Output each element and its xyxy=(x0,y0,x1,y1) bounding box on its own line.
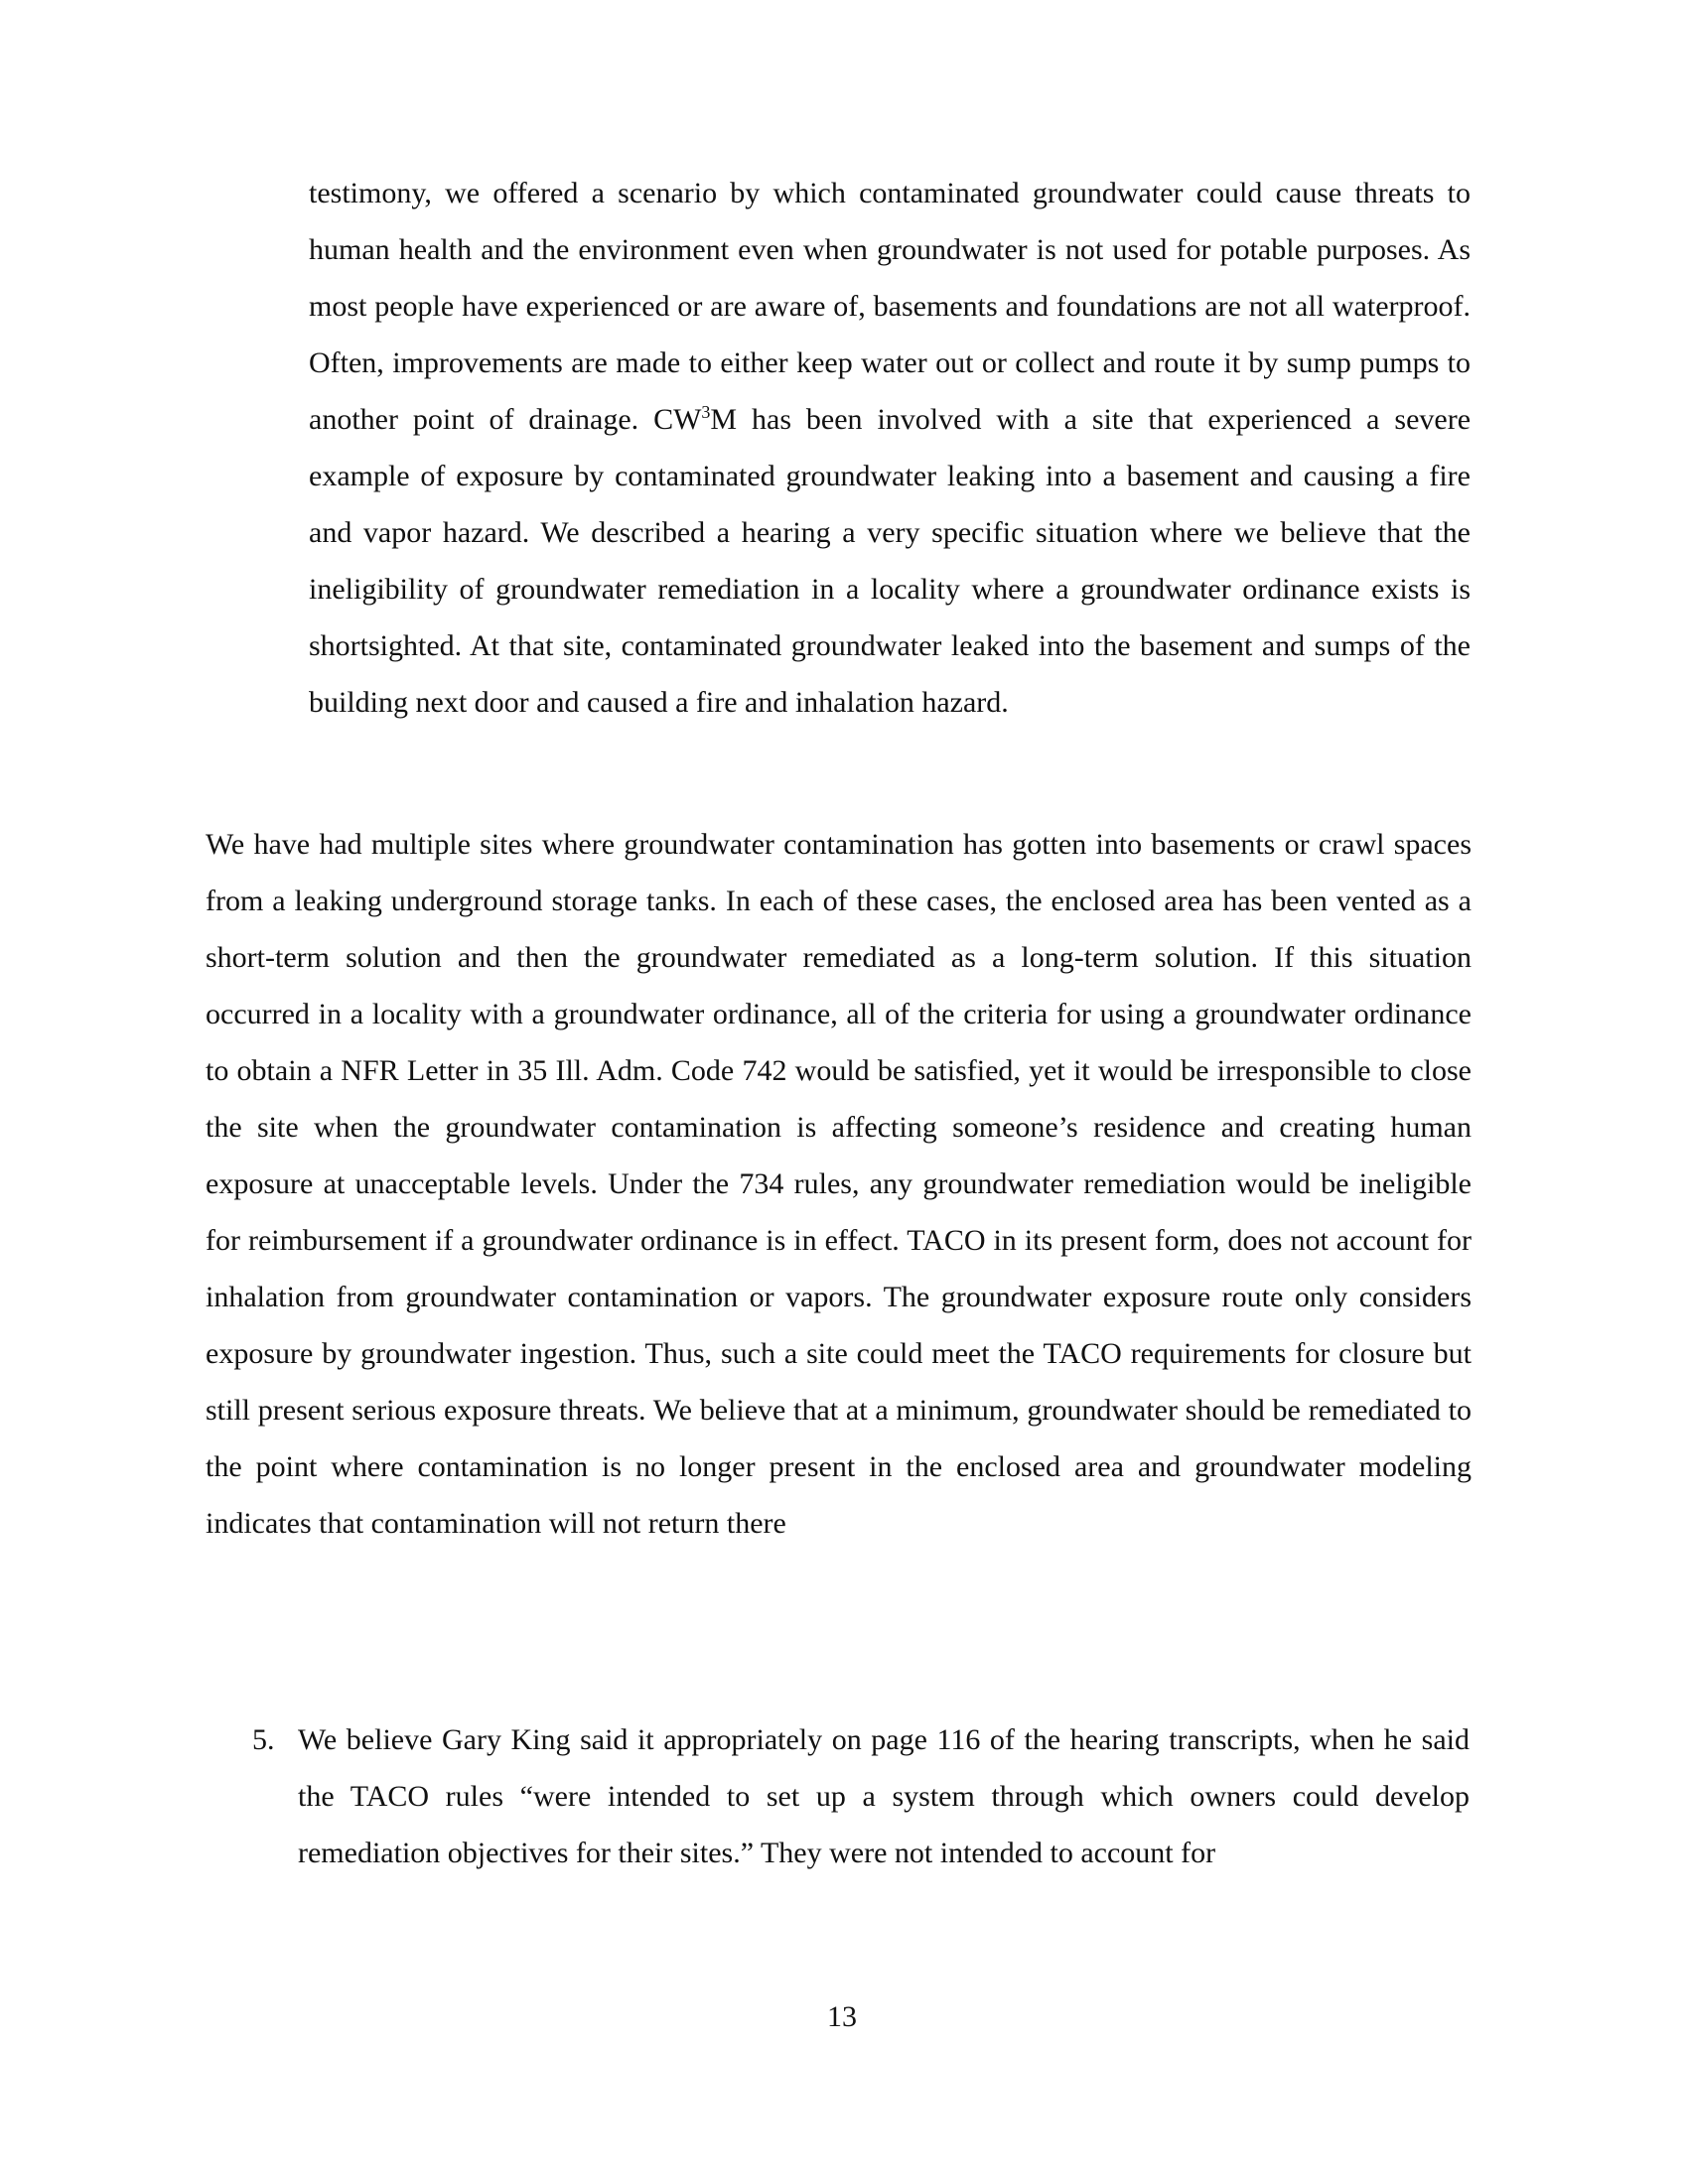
list-item-number: 5. xyxy=(252,1723,275,1756)
page-number: 13 xyxy=(827,2000,857,2033)
numbered-list-item xyxy=(252,1711,1470,1881)
indented-paragraph xyxy=(309,165,1471,731)
indented-paragraph-text-part-1: testimony, we offered a scenario by which contaminated groundwater could cause threats to human health and the environment even when groundwater is not used for potable purposes. As most people have experienced or are aware of, basements and foundations are not all waterproof. Often, improvements are made to either keep water out or collect and route it by sump pumps to another point of drainage. CW xyxy=(309,177,1471,436)
indented-paragraph-text-part-2: M has been involved with a site that experienced a severe example of exposure by contaminated groundwater leaking into a basement and causing a fire and vapor hazard. We described a hearing a very specific situation where we believe that the ineligibility of groundwater remediation in a locality where a groundwater ordinance exists is shortsighted. At that site, contaminated groundwater leaked into the basement and sumps of the building next door and caused a fire and inhalation hazard. xyxy=(309,403,1472,719)
superscript-3: 3 xyxy=(701,402,711,422)
list-item-text: We believe Gary King said it appropriately on page 116 of the hearing transcripts, when he said the TACO rules “were intended to set up a system through which owners could develop remediation objectives for their sites.” They were not intended to account for xyxy=(298,1723,1470,1869)
body-paragraph: We have had multiple sites where groundwater contamination has gotten into basements or crawl spaces from a leaking underground storage tanks. In each of these cases, the enclosed area has been vented as a short-term solution and then the groundwater remediated as a long-term solution. If this situation occurred in a locality with a groundwater ordinance, all of the criteria for using a groundwater ordinance to obtain a NFR Letter in 35 Ill. Adm. Code 742 would be satisfied, yet it would be irresponsible to close the site when the groundwater contamination is affecting someone’s residence and creating human exposure at unacceptable levels. Under the 734 rules, any groundwater remediation would be ineligible for reimbursement if a groundwater ordinance is in effect. TACO in its present form, does not account for inhalation from groundwater contamination or vapors. The groundwater exposure route only considers exposure by groundwater ingestion. Thus, such a site could meet the TACO requirements for closure but still present serious exposure threats. We believe that at a minimum, groundwater should be remediated to the point where contamination is no longer present in the enclosed area and groundwater modeling indicates that contamination will not return there xyxy=(206,828,1472,1540)
